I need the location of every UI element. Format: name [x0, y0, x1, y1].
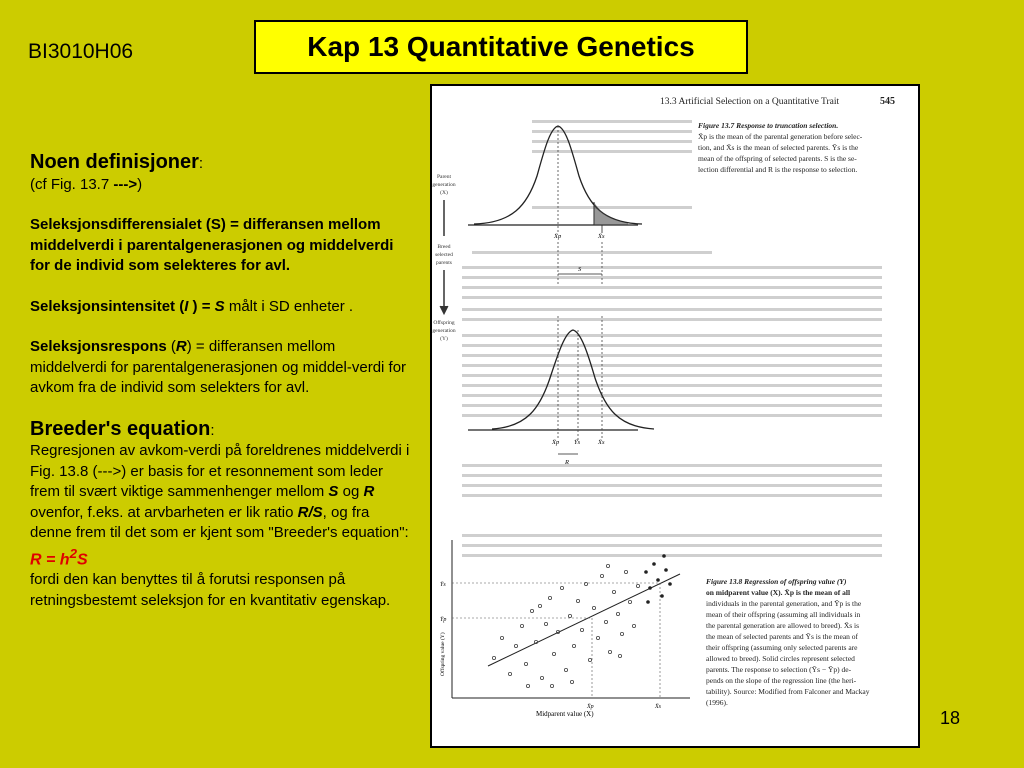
figure-side-labels: [432, 174, 455, 342]
response-open: (: [166, 338, 176, 355]
scatter-xp-label: X̄p: [587, 704, 594, 710]
breeder-heading-text: Breeder's equation: [30, 417, 211, 440]
fig138-line-8: parents. The response to selection (Ȳs − Ȳp) de-: [706, 665, 852, 674]
parent-mean-label: X̄p: [554, 233, 562, 240]
fig137-line-2: tion, and X̄s is the mean of selected parents. Ȳs is the: [698, 143, 859, 152]
breeder-text-a: Regresjonen av avkom-verdi på foreldrenes middelverdi i Fig. 13.8 (--->) er basis for et resonnement som leder frem til svært viktige sammenhenger mellom: [30, 442, 410, 500]
fig138-line-3: mean of their offspring (assuming all individuals in: [706, 610, 861, 619]
fig138-line-4: the parental generation are allowed to breed). X̄s is: [706, 621, 860, 630]
intensity-prefix: Seleksjonsintensitet (: [30, 297, 185, 315]
breeder-og: og: [338, 483, 364, 500]
scatter-xs-label: X̄s: [655, 704, 661, 710]
breeder-text-c: , og fra denne frem til det som er kjent som "Breeder's equation":: [30, 503, 409, 541]
figure-reference: [30, 175, 410, 196]
intensity-s-symbol: S: [214, 297, 225, 315]
breeder-s: S: [328, 483, 339, 500]
regression-scatter-plot: [439, 540, 690, 718]
intensity-mid: ) =: [188, 297, 215, 315]
fig138-line-10: tability). Source: Modified from Falconer and Mackay: [706, 687, 870, 696]
offspring-label-3: (Y): [440, 336, 448, 342]
figure-reference-prefix: (cf Fig. 13.7: [30, 175, 114, 193]
fig138-line-1: on midparent value (X). X̄p is the mean of all: [706, 588, 851, 597]
fig137-line-4: lection differential and R is the response to selection.: [698, 165, 858, 174]
breeder-heading-colon: :: [210, 421, 215, 439]
scatter-selected-points: [644, 554, 672, 604]
fig138-title: Figure 13.8 Regression of offspring value (Y): [706, 577, 847, 586]
selection-intensity-definition: [30, 297, 410, 318]
breeder-explanation: [30, 441, 410, 544]
figure-reference-arrow: --->: [113, 175, 138, 193]
fig137-line-1: X̄p is the mean of the parental generation before selec-: [698, 132, 863, 141]
scatter-y-axis-label: Offspring value (Y): [440, 632, 446, 676]
offspring-label-2: generation: [432, 328, 456, 334]
offspring-ys-label: Ȳs: [574, 439, 581, 446]
figure-13-7-caption: [698, 121, 863, 174]
selection-differential-bracket: [558, 242, 602, 286]
figure-13-8-caption: [706, 577, 870, 707]
slide-title: [254, 20, 748, 74]
faint-background-text: [462, 120, 882, 557]
s-label: S: [578, 266, 582, 273]
breed-label-3: parents: [436, 260, 452, 266]
fig138-line-11: (1996).: [706, 698, 728, 707]
equation-s: S: [76, 550, 88, 568]
equation-superscript: 2: [69, 545, 77, 561]
parent-distribution: [468, 126, 642, 240]
scatter-yp-label: Ȳp: [440, 617, 447, 623]
fig138-line-7: allowed to breed). Solid circles represent selected: [706, 654, 855, 663]
textbook-page-drawing: [432, 86, 918, 746]
fig138-line-9: pends on the slope of the regression line (the heri-: [706, 676, 857, 685]
breeder-text-b: ovenfor, f.eks. at arvbarheten er lik ratio: [30, 503, 298, 521]
breeder-heading: [30, 417, 410, 442]
offspring-xp-label: X̄p: [552, 439, 560, 446]
breed-label-2: selected: [435, 252, 453, 258]
r-label: R: [565, 459, 569, 466]
intensity-suffix: målt i SD enheter .: [224, 297, 354, 315]
parent-label-3: (X): [440, 190, 448, 196]
text-column: [30, 150, 410, 611]
response-label: Seleksjonsrespons: [30, 338, 167, 355]
parent-label-2: generation: [432, 182, 456, 188]
selection-differential-definition: Seleksjonsdifferensialet (S) = differansen mellom middelverdi i parentalgenerasjonen og middelverdi for de individ som selekteres for avl.: [30, 216, 394, 274]
book-page-number: 545: [880, 96, 895, 107]
breed-label-1: Breed: [437, 244, 451, 250]
slide-number: 18: [940, 708, 961, 728]
book-header: 13.3 Artificial Selection on a Quantitative Trait: [660, 97, 840, 107]
fig138-line-2: individuals in the parental generation, and Ȳp is the: [706, 599, 862, 608]
offspring-xs-label: X̄s: [598, 439, 605, 446]
fig137-title: Figure 13.7 Response to truncation selection.: [698, 121, 839, 130]
slide-title-text: Kap 13 Quantitative Genetics: [307, 31, 695, 62]
definitions-heading-colon: :: [198, 155, 204, 172]
textbook-page-image: [430, 84, 920, 748]
offspring-label-1: Offspring: [433, 320, 455, 326]
scatter-x-axis-label: Midparent value (X): [536, 710, 594, 718]
scatter-ys-label: Ȳs: [440, 582, 446, 588]
equation-r: R = h: [30, 550, 70, 568]
parent-label-1: Parent: [436, 174, 452, 180]
fig138-line-6: their offspring (assuming only selected parents are: [706, 643, 858, 652]
intensity-symbol: I: [184, 297, 189, 315]
fig138-line-5: the mean of selected parents and Ȳs is the mean of: [706, 632, 859, 641]
selection-response-definition: [30, 337, 410, 399]
response-symbol: R: [175, 338, 187, 355]
selected-mean-label: X̄s: [598, 233, 605, 240]
fig137-line-3: mean of the offspring of selected parents. S is the se-: [698, 154, 857, 163]
definitions-heading: [30, 150, 410, 175]
breeder-conclusion: fordi den kan benyttes til å forutsi responsen på retningsbestemt seleksjon for en kvantitativ egenskap.: [30, 571, 391, 609]
breeder-r: R: [363, 483, 375, 500]
breeder-ratio: R/S: [297, 503, 323, 521]
course-code: BI3010H06: [28, 40, 134, 63]
definitions-heading-text: Noen definisjoner: [30, 151, 199, 173]
offspring-distribution: [468, 316, 654, 466]
figure-reference-suffix: ): [137, 175, 143, 193]
response-text: ) = differansen mellom middelverdi for parentalgenerasjonen og middel-verdi for avkom fra de individ som selekters for avl.: [30, 338, 407, 396]
breeders-equation: [30, 544, 410, 571]
